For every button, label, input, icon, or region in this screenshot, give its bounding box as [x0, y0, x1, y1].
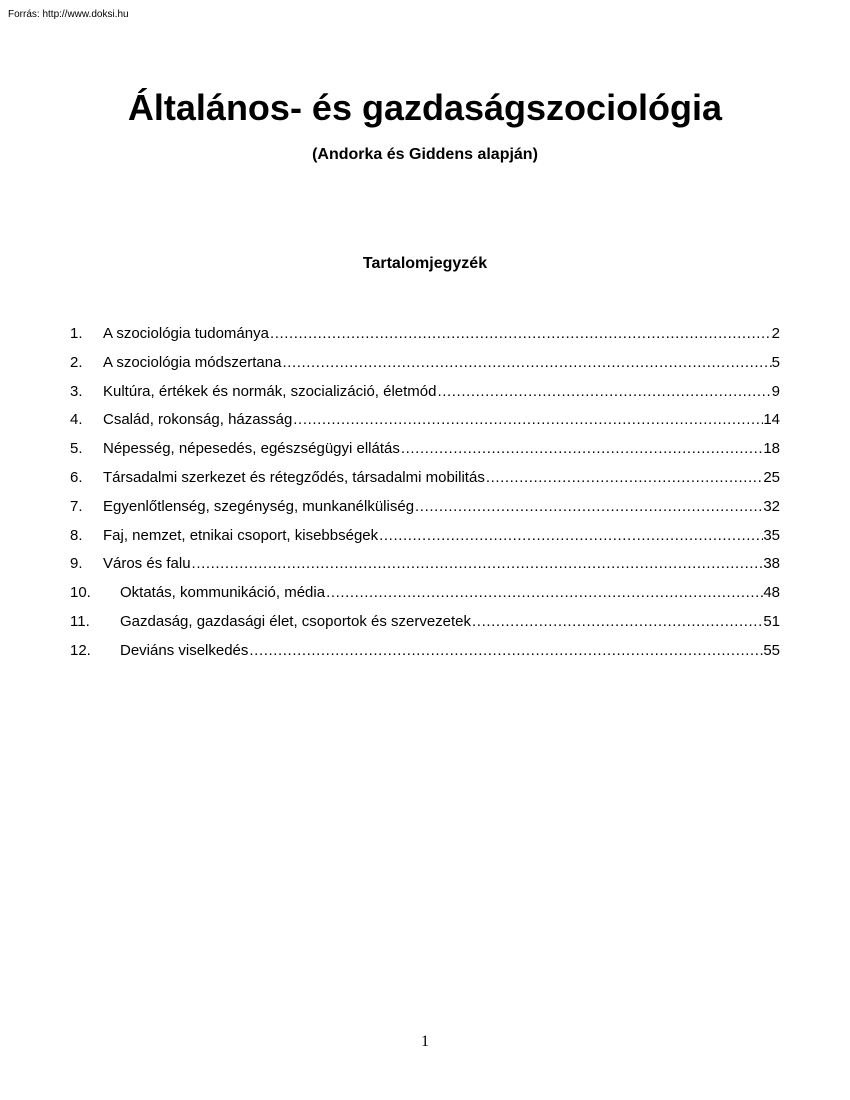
toc-dot-leader: [471, 608, 763, 637]
toc-entry-title: Egyenlőtlenség, szegénység, munkanélküliség: [103, 497, 415, 515]
toc-entry: [70, 637, 780, 666]
toc-entry: [70, 378, 780, 407]
toc-dot-leader: [436, 378, 771, 407]
toc-entry-title: Kultúra, értékek és normák, szocializáció, életmód: [103, 382, 437, 400]
toc-entry: [70, 550, 780, 579]
toc-entry-title: Gazdaság, gazdasági élet, csoportok és szervezetek: [120, 612, 472, 630]
toc-entry-page: 9: [771, 382, 780, 400]
toc-entry-title: Család, rokonság, házasság: [103, 411, 293, 429]
source-note: Forrás: http://www.doksi.hu: [8, 9, 129, 20]
toc-entry-page: 38: [763, 555, 780, 573]
toc-entry-title: Oktatás, kommunikáció, média: [120, 584, 326, 602]
toc-entry-number: 8.: [70, 526, 83, 544]
toc-entry-title: Társadalmi szerkezet és rétegződés, társadalmi mobilitás: [103, 468, 485, 486]
toc-entry-number: 11.: [70, 612, 90, 630]
toc-entry-title: Város és falu: [103, 555, 191, 573]
toc-entry-page: 55: [763, 641, 780, 659]
toc-entry-page: 35: [763, 526, 780, 544]
toc-entry-page: 2: [771, 325, 780, 342]
toc-entry-number: 7.: [70, 497, 83, 515]
toc-entry: [70, 522, 780, 551]
toc-entry: [70, 320, 780, 349]
toc-entry: [70, 349, 780, 378]
toc-entry-number: 10.: [70, 584, 91, 602]
toc-dot-leader: [292, 406, 763, 435]
toc-entry-number: 12.: [70, 641, 91, 659]
toc-dot-leader: [191, 550, 764, 579]
toc-entry-number: 2.: [70, 353, 83, 371]
toc-entry-title: Faj, nemzet, etnikai csoport, kisebbségek: [103, 526, 379, 544]
toc-dot-leader: [325, 579, 763, 608]
toc-entry-number: 3.: [70, 382, 83, 400]
toc-entry-page: 14: [763, 411, 780, 429]
toc-entry-number: 4.: [70, 411, 83, 429]
toc-entry-title: Deviáns viselkedés: [120, 641, 249, 659]
toc-entry-page: 18: [763, 440, 780, 458]
toc-dot-leader: [269, 320, 772, 349]
toc-entry-title: A szociológia módszertana: [103, 353, 282, 371]
document-subtitle: (Andorka és Giddens alapján): [312, 146, 538, 163]
toc-entry-number: 1.: [70, 325, 83, 342]
toc-entry-number: 6.: [70, 468, 83, 486]
toc-entry-page: 48: [763, 584, 780, 602]
toc-entry-title: A szociológia tudománya: [103, 325, 269, 342]
toc-entry-title: Népesség, népesedés, egészségügyi ellátás: [103, 440, 400, 458]
toc-dot-leader: [485, 464, 763, 493]
toc-entry: [70, 493, 780, 522]
toc-entry-page: 32: [763, 497, 780, 515]
toc-entry: [70, 608, 780, 637]
toc-entry: [70, 464, 780, 493]
toc-entry: [70, 406, 780, 435]
toc-heading: Tartalomjegyzék: [362, 255, 488, 272]
toc-entry-number: 5.: [70, 440, 83, 458]
table-of-contents: [70, 320, 780, 666]
toc-dot-leader: [281, 349, 771, 378]
document-title: Általános- és gazdaságszociológia: [127, 87, 723, 128]
toc-entry: [70, 579, 780, 608]
toc-dot-leader: [400, 435, 763, 464]
toc-dot-leader: [378, 522, 763, 551]
toc-entry-number: 9.: [70, 555, 83, 573]
toc-dot-leader: [414, 493, 763, 522]
toc-dot-leader: [248, 637, 763, 666]
toc-entry-page: 25: [763, 468, 780, 486]
toc-entry: [70, 435, 780, 464]
page-number: 1: [421, 1033, 429, 1050]
toc-entry-page: 51: [763, 612, 780, 630]
toc-entry-page: 5: [771, 353, 780, 371]
